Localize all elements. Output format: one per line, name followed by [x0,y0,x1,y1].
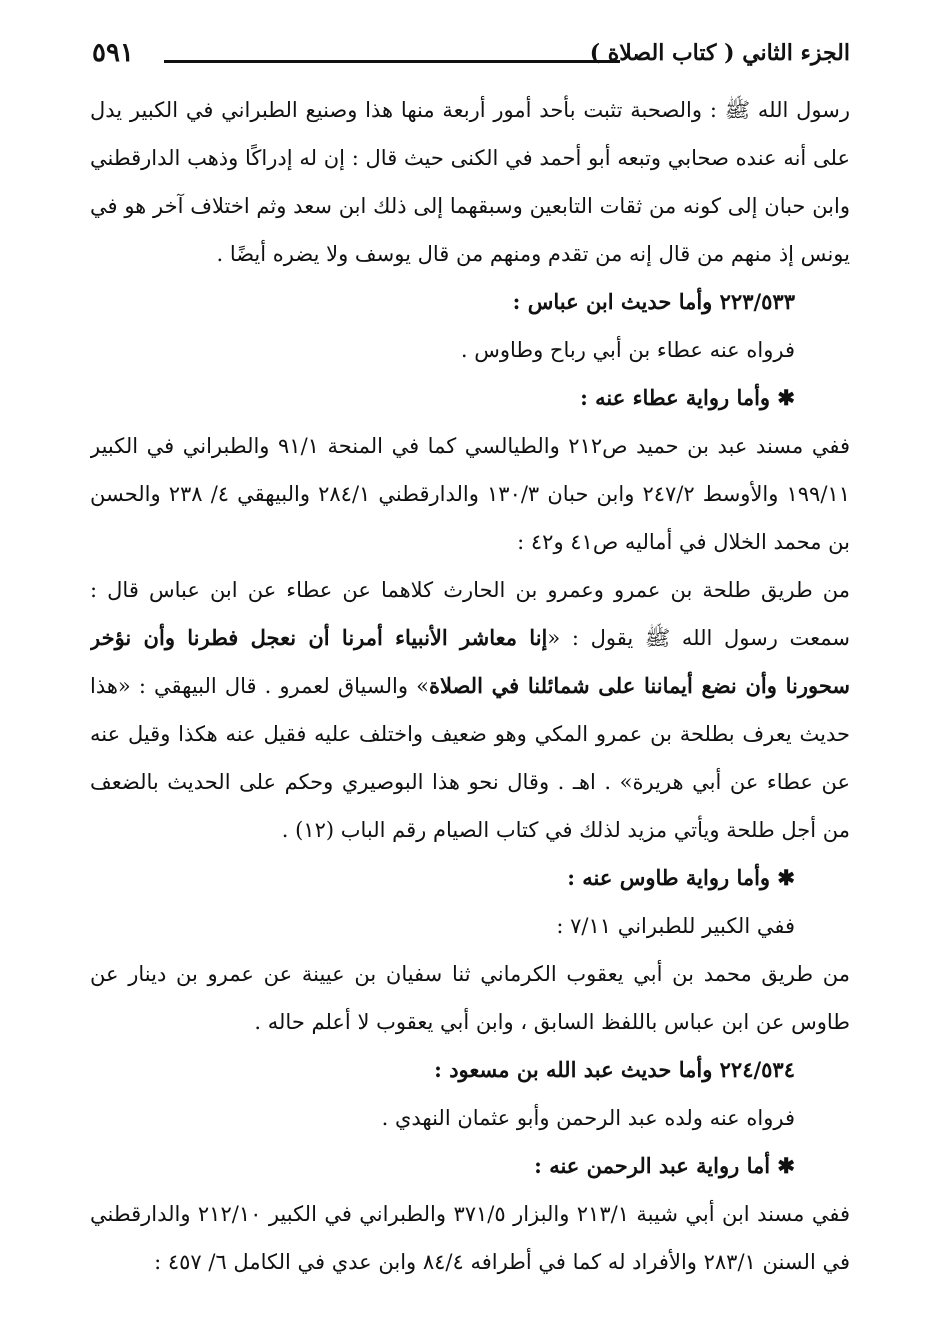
page-body [90,86,850,1321]
paragraph-text: » والسياق لعمرو . قال البيهقي : «هذا حديث يعرف بطلحة بن عمرو المكي وهو ضعيف واختلف عليه فقيل عنه هكذا وقيل عنه عن عطاء عن أبي هريرة» . اهـ . وقال نحو هذا البوصيري وحكم على الحديث بالضعف من أجل طلحة ويأتي مزيد لذلك في كتاب الصيام رقم الباب (١٢) . [90,674,850,842]
subsection-heading [90,374,850,422]
paragraph: رسول الله ﷺ : والصحبة تثبت بأحد أمور أربعة منها هذا وصنيع الطبراني في الكبير يدل على أنه عنده صحابي وتبعه أبو أحمد في الكنى حيث قال : إن له إدراكًا وذهب الدارقطني وابن حبان إلى كونه من ثقات التابعين وسبقهما إلى ذلك ابن سعد وثم اختلاف آخر هو في يونس إذ منهم من قال إنه من تقدم ومنهم من قال يوسف ولا يضره أيضًا . [90,98,850,266]
paragraph [90,566,850,854]
page-header [92,38,850,78]
paragraph: ففي الكبير للطبراني ٧/١١ : [556,914,795,938]
page-number: ٥٩١ [92,38,134,68]
paragraph: ففي مسند عبد بن حميد ص٢١٢ والطيالسي كما في المنحة ٩١/١ والطبراني في الكبير ١٩٩/١١ والأوسط ٢٤٧/٢ وابن حبان ١٣٠/٣ والدارقطني ٢٨٤/١ والبيهقي ٤/ ٢٣٨ والحسن بن محمد الخلال في أماليه ص٤١ و٤٢ : [90,434,850,554]
star-icon: ✱ [777,385,795,410]
subsection-heading [90,1142,850,1190]
paragraph: فرواه عنه عطاء بن أبي رباح وطاوس . [460,338,795,362]
star-icon: ✱ [777,865,795,890]
subsection-heading-text: أما رواية عبد الرحمن عنه : [534,1153,771,1178]
paragraph: فرواه عنه ولده عبد الرحمن وأبو عثمان النهدي . [381,1106,795,1130]
section-heading: ٢٢٣/٥٣٣ وأما حديث ابن عباس : [512,289,795,314]
subsection-heading-text: وأما رواية طاوس عنه : [567,865,771,890]
header-rule [164,60,620,63]
paragraph-text: من طريق طلحة بن عمرو وعمرو بن الحارث كلاهما عن عطاء عن ابن عباس قال : سمعت رسول الله ﷺ يقول : « [90,578,850,650]
paragraph: من طريق محمد بن أبي يعقوب الكرماني ثنا سفيان بن عيينة عن عمرو بن دينار عن طاوس عن ابن عباس باللفظ السابق ، وابن أبي يعقوب لا أعلم حاله . [90,962,850,1034]
section-heading: ٢٢٤/٥٣٤ وأما حديث عبد الله بن مسعود : [434,1057,795,1082]
star-icon: ✱ [777,1153,795,1178]
running-title: الجزء الثاني ( كتاب الصلاة ) [589,40,850,66]
paragraph: ففي مسند ابن أبي شيبة ٢١٣/١ والبزار ٣٧١/٥ والطبراني في الكبير ٢١٢/١٠ والدارقطني في السنن ٢٨٣/١ والأفراد له كما في أطرافه ٨٤/٤ وابن عدي في الكامل ٦/ ٤٥٧ : [90,1202,850,1274]
subsection-heading-text: وأما رواية عطاء عنه : [580,385,771,410]
subsection-heading [90,854,850,902]
hadith-quote: إنا معاشر الأنبياء أمرنا أن نعجل فطرنا وأن نؤخر سحورنا وأن نضع أيماننا على شمائلنا في الصلاة [90,625,850,698]
